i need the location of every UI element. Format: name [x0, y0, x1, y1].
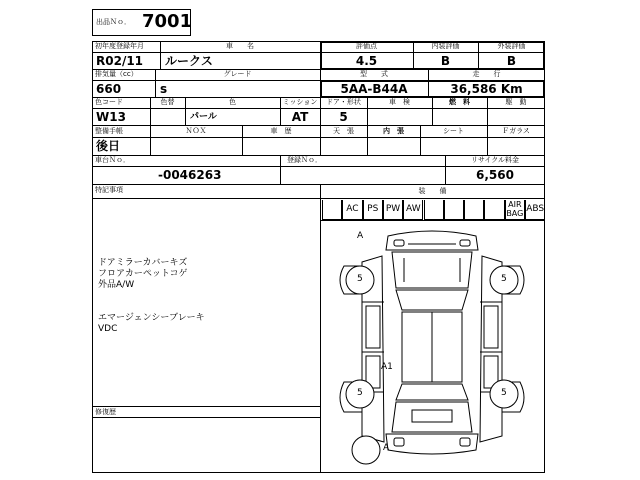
nox-label: ＮＯＸ [185, 127, 207, 135]
car-damage-diagram [322, 222, 544, 472]
color-code-value: W13 [96, 110, 126, 124]
tire-rear-right-value: 5 [501, 388, 507, 398]
equipment-option-label: AIR BAG [506, 200, 524, 218]
car-name-value: ルークス [165, 54, 213, 68]
eval-score-label: 評価点 [356, 42, 377, 50]
remark-line: エマージェンシーブレーキ [98, 313, 205, 323]
transmission-label: ミッション [282, 98, 318, 106]
spare-tire [352, 436, 380, 464]
drive-label: 駆 動 [505, 98, 527, 106]
exterior-eval-value: B [506, 54, 517, 68]
color-label: 色 [229, 98, 236, 106]
tire-rear-left-value: 5 [357, 388, 363, 398]
model-type-label: 型 式 [360, 70, 388, 78]
equipment-option [424, 200, 444, 220]
doors-shape-label: ドア・形状 [326, 98, 361, 106]
equipment-option [383, 200, 403, 220]
remark-line: ドアミラーカバーキズ [98, 258, 188, 268]
recycle-fee-label: リサイクル料金 [470, 156, 520, 164]
equipment-label: 装 備 [418, 187, 447, 195]
lot-number-label: 出品Ｎｏ． [96, 18, 131, 26]
seat-label: シート [443, 127, 464, 135]
equipment-option [484, 200, 504, 220]
equipment-option [464, 200, 484, 220]
maintenance-book-value: 後日 [96, 139, 121, 153]
tire-front-left-value: 5 [357, 274, 363, 284]
color-code-label: 色コード [95, 98, 123, 106]
equipment-option-label: PW [385, 204, 401, 214]
remark-line: VDC [98, 324, 118, 334]
color-change-label: 色替 [160, 98, 175, 106]
displacement-value: 660 [96, 82, 122, 96]
vehicle-inspection-label: 車 検 [389, 98, 410, 106]
displacement-label: 排気量（cc） [95, 70, 138, 78]
tire-front-right-value: 5 [501, 274, 507, 284]
interior-eval-label: 内装評価 [431, 42, 460, 50]
car-name-label: 車 名 [226, 42, 254, 50]
grade-label: グレード [223, 70, 252, 78]
equipment-option [505, 200, 525, 220]
equipment-option-label: ABS [526, 204, 545, 214]
chassis-no-label: 車台Ｎｏ． [95, 156, 130, 164]
color-value: パール [190, 112, 217, 122]
equipment-option [444, 200, 464, 220]
damage-mark-rear: A [383, 443, 390, 453]
interior-eval-value: B [440, 54, 451, 68]
equipment-option [342, 200, 362, 220]
equipment-option-label: AC [346, 204, 359, 214]
transmission-value: AT [291, 110, 309, 124]
mileage-label: 走 行 [472, 70, 501, 78]
roof-label: 天 張 [333, 127, 354, 135]
repair-history-label: 修復歴 [95, 408, 116, 416]
equipment-option [322, 200, 342, 220]
f-glass-label: Ｆガラス [502, 127, 530, 135]
chassis-no-value: -0046263 [158, 168, 222, 182]
reg-no-label: 登録Ｎｏ． [287, 156, 322, 164]
equipment-option-label: AW [406, 204, 421, 214]
grade-value: s [160, 82, 168, 96]
first-reg-label: 初年度登録年月 [95, 42, 144, 50]
equipment-option [403, 200, 423, 220]
mileage-value: 36,586 Km [450, 82, 523, 96]
equipment-option-label: PS [367, 204, 379, 214]
lot-number: 7001 [142, 11, 193, 32]
remarks-label: 特記事項 [95, 186, 123, 194]
remark-line: 外品A/W [98, 280, 135, 290]
recycle-fee-value: 6,560 [476, 168, 514, 182]
maintenance-book-label: 整備手帳 [95, 127, 123, 135]
remark-line: フロアカーペットコゲ [98, 269, 188, 279]
first-reg-value: R02/11 [96, 54, 144, 68]
fuel-label: 燃 料 [449, 98, 470, 106]
damage-mark-front: A [357, 231, 364, 241]
equipment-option [525, 200, 545, 220]
model-type-value: 5AA-B44A [340, 82, 408, 96]
car-history-label: 車 歴 [270, 127, 292, 135]
exterior-eval-label: 外装評価 [497, 42, 526, 50]
damage-mark-a1: A1 [381, 362, 393, 372]
interior-trim-label: 内 張 [383, 127, 404, 135]
equipment-option [363, 200, 383, 220]
doors-value: 5 [339, 110, 348, 124]
eval-score-value: 4.5 [355, 54, 378, 68]
